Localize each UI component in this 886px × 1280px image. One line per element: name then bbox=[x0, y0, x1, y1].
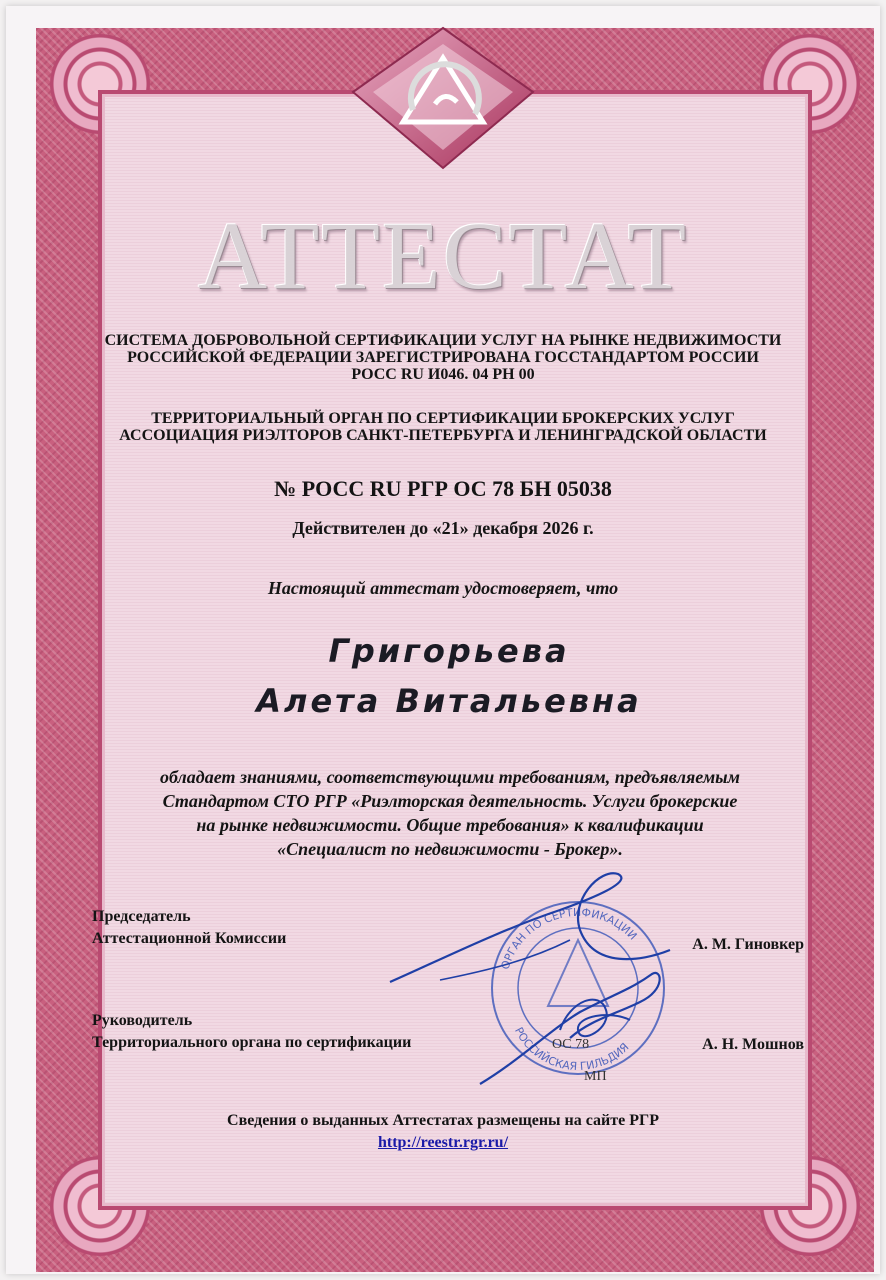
holder-given-names: Алета Витальевна bbox=[256, 682, 642, 720]
chair-name: А. М. Гиновкер bbox=[692, 936, 804, 953]
registry-text: Сведения о выданных Аттестатах размещены на сайте РГР bbox=[227, 1112, 659, 1129]
signature-mark bbox=[380, 870, 680, 1100]
system-line: РОССИЙСКОЙ ФЕДЕРАЦИИ ЗАРЕГИСТРИРОВАНА ГОССТАНДАРТОМ РОССИИ bbox=[127, 349, 759, 366]
chair-title bbox=[92, 906, 286, 950]
description-line: на рынке недвижимости. Общие требования» к квалификации bbox=[196, 815, 704, 835]
seal-bottom-text: РОССИЙСКАЯ ГИЛЬДИЯ bbox=[511, 1025, 632, 1074]
authority-line: АССОЦИАЦИЯ РИЭЛТОРОВ САНКТ-ПЕТЕРБУРГА И ЛЕНИНГРАДСКОЙ ОБЛАСТИ bbox=[119, 427, 767, 444]
certificate-number: № РОСС RU РГР ОС 78 БН 05038 bbox=[274, 476, 612, 501]
certificate-title: АТТЕСТАТ bbox=[197, 202, 689, 309]
qualification-description bbox=[90, 765, 810, 861]
seal-top-text: ОРГАН ПО СЕРТИФИКАЦИИ bbox=[498, 905, 640, 972]
chair-label-line: Председатель bbox=[92, 908, 191, 925]
description-line: Стандартом СТО РГР «Риэлторская деятельность. Услуги брокерские bbox=[162, 791, 738, 811]
head-name: А. Н. Мошнов bbox=[702, 1036, 804, 1053]
seal-code: ОС 78 bbox=[552, 1037, 590, 1052]
system-line: СИСТЕМА ДОБРОВОЛЬНОЙ СЕРТИФИКАЦИИ УСЛУГ НА РЫНКЕ НЕДВИЖИМОСТИ bbox=[104, 332, 782, 349]
head-label-line: Руководитель bbox=[92, 1012, 193, 1029]
system-line: РОСС RU И046. 04 РН 00 bbox=[351, 366, 535, 383]
holder-surname: Григорьева bbox=[328, 632, 570, 670]
registry-link[interactable]: http://reestr.rgr.ru/ bbox=[377, 1134, 509, 1151]
description-line: «Специалист по недвижимости - Брокер». bbox=[277, 839, 623, 859]
intro-text: Настоящий аттестат удостоверяет, что bbox=[267, 578, 619, 598]
rgr-logo-icon bbox=[343, 22, 543, 172]
head-label-line: Территориального органа по сертификации bbox=[92, 1034, 412, 1051]
validity-date: Действителен до «21» декабря 2026 г. bbox=[292, 518, 594, 538]
head-title bbox=[92, 1010, 411, 1054]
registry-footer bbox=[0, 1110, 886, 1154]
certification-system-block bbox=[0, 332, 886, 383]
chair-label-line: Аттестационной Комиссии bbox=[92, 930, 287, 947]
description-line: обладает знаниями, соответствующими требованиям, предъявляемым bbox=[160, 767, 740, 787]
seal-mp: МП bbox=[584, 1069, 607, 1084]
authority-line: ТЕРРИТОРИАЛЬНЫЙ ОРГАН ПО СЕРТИФИКАЦИИ БРОКЕРСКИХ УСЛУГ bbox=[151, 410, 735, 427]
authority-block bbox=[0, 410, 886, 444]
